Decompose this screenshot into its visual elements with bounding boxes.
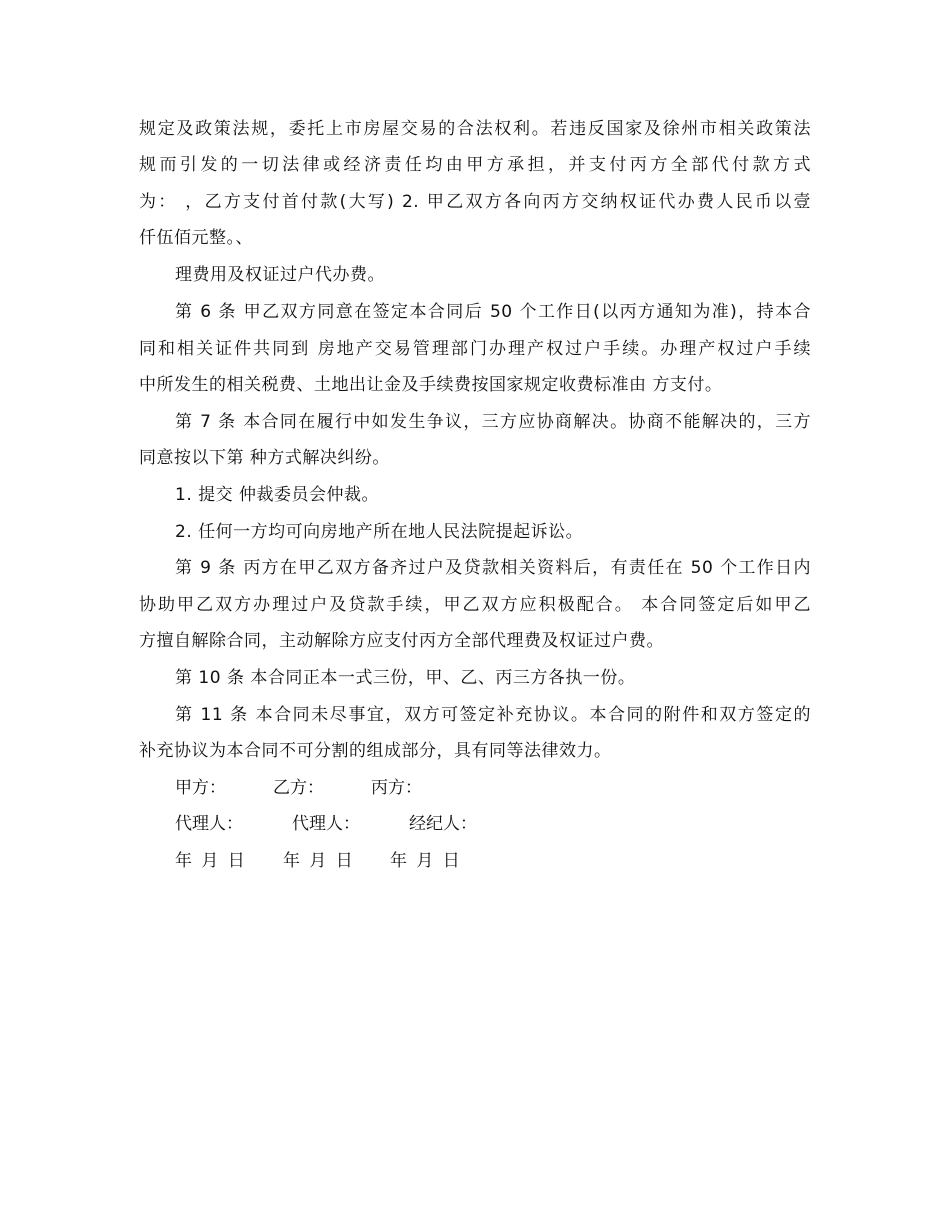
clause-11-line: 补充协议为本合同不可分割的组成部分，具有同等法律效力。 [139,741,612,761]
date-a: 年 月 日 [175,851,247,871]
agent-b-label: 代理人： [292,814,360,834]
option-1: 1. 提交 仲裁委员会仲裁。 [175,485,380,505]
broker-label: 经纪人： [409,814,477,834]
clause-6-line: 同和相关证件共同到 房地产交易管理部门办理产权过户手续。办理产权过户手续 [139,339,811,359]
clause-6-line: 第 6 条 甲乙双方同意在签定本合同后 50 个工作日(以丙方通知为准)，持本合 [175,302,811,322]
clause-7-line: 第 7 条 本合同在履行中如发生争议，三方应协商解决。协商不能解决的，三方 [175,412,811,432]
clause-10-line: 第 10 条 本合同正本一式三份，甲、乙、丙三方各执一份。 [175,668,636,688]
clause-11-line: 第 11 条 本合同未尽事宜，双方可签定补充协议。本合同的附件和双方签定的 [175,705,811,725]
party-b-label: 乙方： [273,778,324,798]
date-c: 年 月 日 [390,851,462,871]
clause-6-line: 中所发生的相关税费、土地出让金及手续费按国家规定收费标准由 方支付。 [139,375,723,395]
party-a-label: 甲方： [175,778,226,798]
option-2: 2. 任何一方均可向房地产所在地人民法院提起诉讼。 [175,522,584,542]
paragraph-line: 规而引发的一切法律或经济责任均由甲方承担，并支付丙方全部代付款方式 [139,155,811,175]
paragraph-line: 理费用及权证过户代办费。 [175,265,385,285]
clause-7-line: 同意按以下第 种方式解决纠纷。 [139,448,390,468]
paragraph-line: 规定及政策法规，委托上市房屋交易的合法权利。若违反国家及徐州市相关政策法 [139,119,811,139]
paragraph-line: 仟伍佰元整。、 [139,228,253,248]
date-b: 年 月 日 [283,851,355,871]
clause-9-line: 协助甲乙双方办理过户及贷款手续，甲乙双方应积极配合。 本合同签定后如甲乙 [139,595,811,615]
paragraph-line: 为： ，乙方支付首付款(大写) 2. 甲乙双方各向丙方交纳权证代办费人民币以壹 [139,192,811,212]
clause-9-line: 方擅自解除合同，主动解除方应支付丙方全部代理费及权证过户费。 [139,631,664,651]
clause-9-line: 第 9 条 丙方在甲乙双方备齐过户及贷款相关资料后，有责任在 50 个工作日内 [175,558,811,578]
agent-a-label: 代理人： [175,814,243,834]
party-c-label: 丙方： [371,778,422,798]
